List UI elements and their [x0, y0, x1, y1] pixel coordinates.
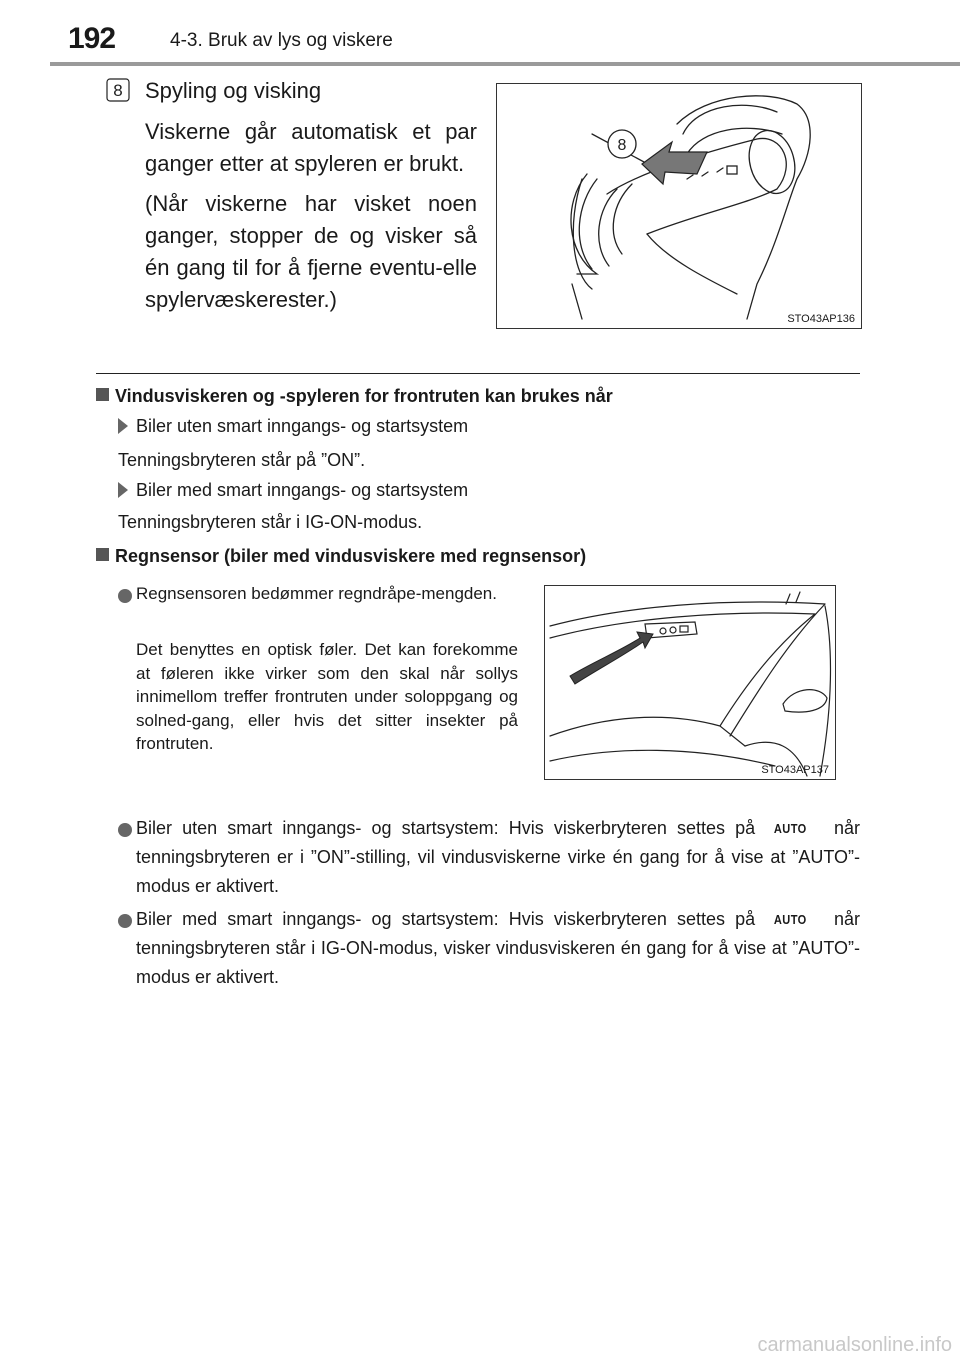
round-bullet-icon: [118, 589, 132, 603]
round-bullet-icon: [118, 823, 132, 837]
rain-sensor-illustration: [544, 585, 836, 780]
wiper-lever-illustration: [496, 83, 862, 329]
watermark: carmanualsonline.info: [757, 1334, 952, 1356]
step-body-1: Viskerne går automatisk et par ganger etter at spyleren er brukt.: [145, 119, 477, 176]
auto-mode-bullet-smart-key: Biler med smart inngangs- og startsystem: Hvis viskerbryteren settes på AUTO når tenningsbryteren står i IG-ON-modus, visker vindusviskeren én gang for å vise at ”AUTO”-modus er aktivert.: [136, 905, 860, 992]
section-divider: [96, 373, 860, 374]
figure-code: STO43AP137: [761, 764, 829, 776]
round-bullet-icon: [118, 914, 132, 928]
step-description: [145, 116, 477, 324]
step-body-2: (Når viskerne har visket noen ganger, stopper de og visker så én gang til for å fjerne eventu-elle spylervæskerester.): [145, 191, 477, 312]
step-number: 8: [113, 81, 123, 100]
windshield-drawing: [545, 586, 835, 779]
figure-callout: 8: [617, 137, 627, 154]
wiper-lever-drawing: [497, 84, 861, 328]
step-title: Spyling og visking: [145, 78, 322, 103]
square-bullet-icon: [96, 388, 109, 401]
section-heading-wiper-conditions: Vindusviskeren og -spyleren for frontruten kan brukes når: [96, 386, 613, 407]
page-number: 192: [68, 22, 116, 55]
condition-item-no-smart-key: Biler uten smart inngangs- og startsystem: [118, 416, 468, 437]
rain-sensor-bullet: Regnsensoren bedømmer regndråpe-mengden.: [136, 584, 497, 603]
header-divider: [50, 62, 960, 66]
auto-mode-icon: AUTO: [774, 821, 807, 836]
section-heading-rain-sensor: Regnsensor (biler med vindusviskere med regnsensor): [96, 546, 586, 567]
auto-mode-icon: AUTO: [774, 912, 807, 927]
rain-sensor-note: Det benyttes en optisk føler. Det kan forekomme at føleren ikke virker som den skal når sollys innimellom treffer frontruten under soloppgang og solned-gang, eller hvis det sitter insekter på frontruten.: [136, 640, 518, 753]
step-number-badge: [106, 78, 130, 102]
auto-mode-bullet-no-smart-key: Biler uten smart inngangs- og startsystem: Hvis viskerbryteren settes på AUTO når tenningsbryteren er i ”ON”-stilling, vil vindusviskerne virke én gang for å vise at ”AUTO”-modus er aktivert.: [136, 814, 860, 901]
condition-item-smart-key: Biler med smart inngangs- og startsystem: [118, 480, 468, 501]
section-title: 4-3. Bruk av lys og viskere: [170, 30, 393, 51]
triangle-bullet-icon: [118, 482, 128, 498]
triangle-bullet-icon: [118, 418, 128, 434]
square-bullet-icon: [96, 548, 109, 561]
condition-text-smart-key: Tenningsbryteren står i IG-ON-modus.: [118, 512, 423, 532]
condition-text-no-smart-key: Tenningsbryteren står på ”ON”.: [118, 450, 366, 470]
figure-code: STO43AP136: [787, 313, 855, 325]
